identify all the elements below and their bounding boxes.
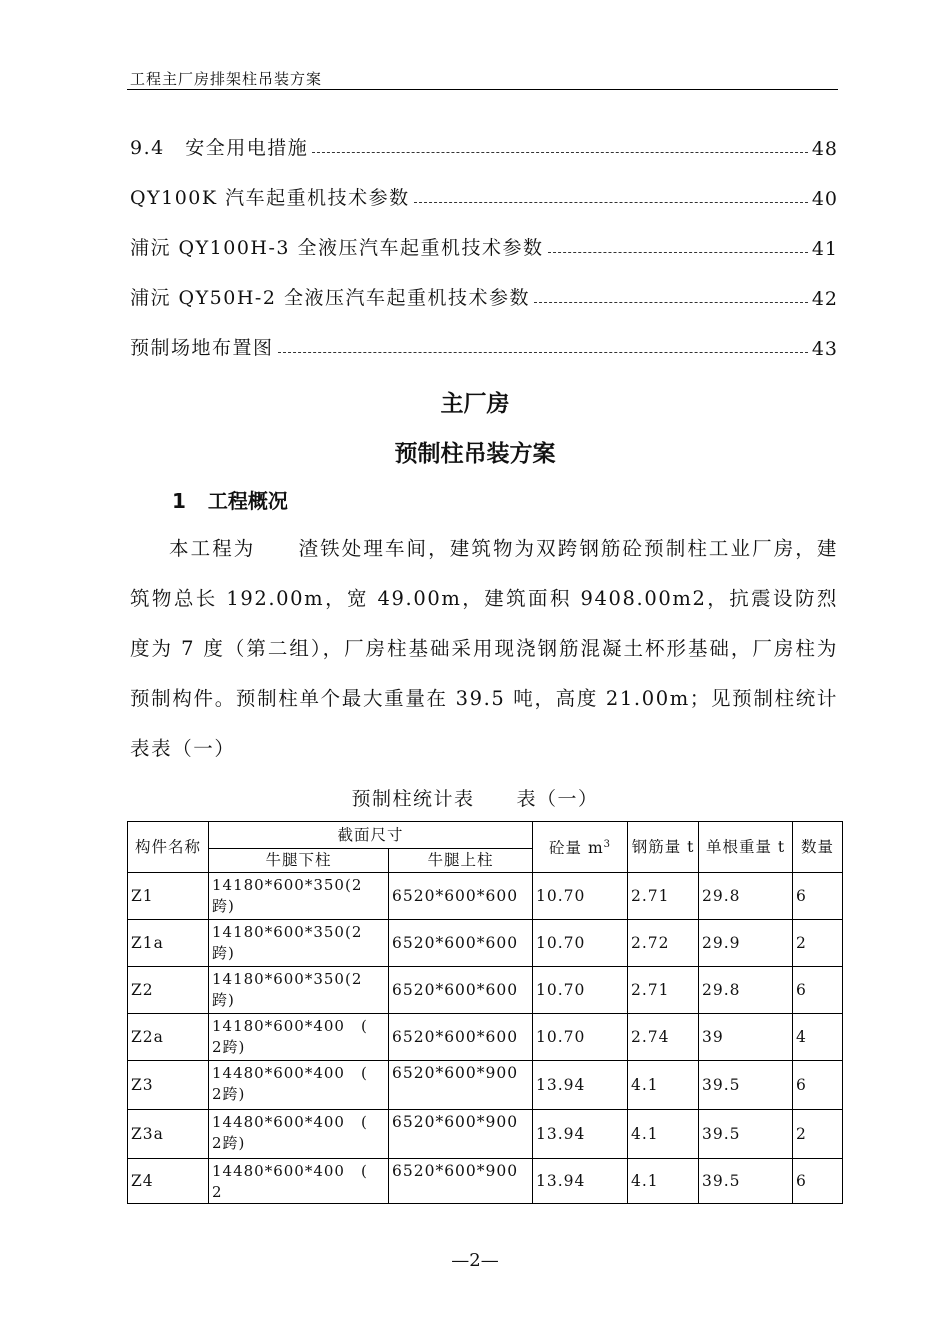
cell-rebar: 2.71	[628, 967, 699, 1014]
cell-lower: 14480*600*400 ( 2跨)	[209, 1110, 389, 1159]
header-rule	[127, 89, 838, 90]
cell-rebar: 2.72	[628, 920, 699, 967]
toc-entry[interactable]	[130, 330, 838, 360]
body-paragraph	[130, 524, 838, 774]
cell-weight: 39.5	[699, 1159, 793, 1204]
cell-count: 4	[793, 1014, 843, 1061]
cell-lower: 14180*600*350(2跨)	[209, 967, 389, 1014]
running-header: 工程主厂房排架柱吊装方案	[130, 70, 323, 88]
toc-leader	[312, 152, 808, 153]
toc-leader	[534, 302, 808, 303]
cell-upper: 6520*600*900	[389, 1110, 533, 1159]
cell-rebar: 2.74	[628, 1014, 699, 1061]
paragraph-text: 本工程为 渣铁处理车间，建筑物为双跨钢筋砼预制柱工业厂房，建筑物总长 192.00m，宽 49.00m，建筑面积 9408.00m2，抗震设防烈度为 7 度（第二组），厂房柱基础采用现浇钢筋混凝土杯形基础，厂房柱为预制构件。预制柱单个最大重量在 39.5 吨，高度 21.00m；见预制柱统计表表（一）	[130, 537, 838, 760]
th-section: 截面尺寸	[209, 822, 533, 849]
table-row	[128, 1014, 843, 1061]
th-count: 数量	[793, 822, 843, 873]
toc-page: 48	[811, 138, 838, 160]
cell-name: Z3a	[128, 1110, 209, 1159]
cell-concrete: 10.70	[533, 967, 628, 1014]
cell-name: Z4	[128, 1159, 209, 1204]
cell-concrete: 13.94	[533, 1110, 628, 1159]
table-row	[128, 967, 843, 1014]
cell-name: Z2	[128, 967, 209, 1014]
table-caption-number: 表（一）	[516, 788, 599, 810]
table-row	[128, 1061, 843, 1110]
column-stat-table	[127, 821, 843, 1204]
toc-entry[interactable]	[130, 180, 838, 210]
toc-label: QY100K 汽车起重机技术参数	[130, 187, 410, 209]
cell-concrete: 10.70	[533, 873, 628, 920]
cell-weight: 29.8	[699, 967, 793, 1014]
toc-page: 42	[811, 288, 838, 310]
toc-page: 40	[811, 188, 838, 210]
cell-name: Z2a	[128, 1014, 209, 1061]
cell-upper: 6520*600*900	[389, 1159, 533, 1204]
cell-concrete: 10.70	[533, 920, 628, 967]
section-heading	[172, 485, 288, 514]
cell-count: 6	[793, 1159, 843, 1204]
table-caption	[0, 784, 950, 811]
cell-lower: 14180*600*400 ( 2跨)	[209, 1014, 389, 1061]
cell-count: 2	[793, 920, 843, 967]
cell-rebar: 4.1	[628, 1061, 699, 1110]
cell-count: 6	[793, 967, 843, 1014]
cell-lower: 14480*600*400 ( 2跨)	[209, 1061, 389, 1110]
table-row	[128, 920, 843, 967]
cell-weight: 29.9	[699, 920, 793, 967]
cell-upper: 6520*600*600	[389, 1014, 533, 1061]
doc-title-line1: 主厂房	[440, 391, 510, 417]
cell-name: Z3	[128, 1061, 209, 1110]
cell-count: 6	[793, 1061, 843, 1110]
cell-count: 2	[793, 1110, 843, 1159]
cell-rebar: 4.1	[628, 1110, 699, 1159]
cell-count: 6	[793, 873, 843, 920]
th-name: 构件名称	[128, 822, 209, 873]
toc-entry[interactable]	[130, 230, 838, 260]
cell-concrete: 10.70	[533, 1014, 628, 1061]
cell-upper: 6520*600*600	[389, 920, 533, 967]
th-concrete: 砼量 $m^3$	[533, 822, 628, 873]
section-number: 1	[172, 489, 186, 513]
toc-leader	[278, 352, 808, 353]
cell-rebar: 2.71	[628, 873, 699, 920]
cell-weight: 29.8	[699, 873, 793, 920]
toc-label: 浦沅 QY100H-3 全液压汽车起重机技术参数	[130, 237, 544, 259]
cell-upper: 6520*600*600	[389, 967, 533, 1014]
table-row	[128, 1110, 843, 1159]
toc-entry[interactable]	[130, 130, 838, 160]
cell-concrete: 13.94	[533, 1061, 628, 1110]
toc-page: 43	[811, 338, 838, 360]
table-row	[128, 873, 843, 920]
section-title: 工程概况	[207, 489, 288, 513]
cell-upper: 6520*600*900	[389, 1061, 533, 1110]
toc-leader	[414, 202, 808, 203]
th-upper: 牛腿上柱	[389, 849, 533, 873]
doc-title-line2: 预制柱吊装方案	[394, 441, 556, 467]
cell-concrete: 13.94	[533, 1159, 628, 1204]
toc-leader	[548, 252, 808, 253]
cell-weight: 39.5	[699, 1110, 793, 1159]
cell-rebar: 4.1	[628, 1159, 699, 1204]
toc-label: 预制场地布置图	[130, 337, 274, 359]
cell-lower: 14480*600*400 ( 2	[209, 1159, 389, 1204]
toc-label: 9.4 安全用电措施	[130, 137, 309, 159]
toc-page: 41	[811, 238, 838, 260]
toc-entry[interactable]	[130, 280, 838, 310]
cell-lower: 14180*600*350(2跨)	[209, 873, 389, 920]
cell-upper: 6520*600*600	[389, 873, 533, 920]
cell-name: Z1	[128, 873, 209, 920]
table-row	[128, 1159, 843, 1204]
th-rebar: 钢筋量 t	[628, 822, 699, 873]
cell-lower: 14180*600*350(2跨)	[209, 920, 389, 967]
cell-weight: 39	[699, 1014, 793, 1061]
toc-label: 浦沅 QY50H-2 全液压汽车起重机技术参数	[130, 287, 530, 309]
cell-weight: 39.5	[699, 1061, 793, 1110]
th-lower: 牛腿下柱	[209, 849, 389, 873]
page-number: —2—	[451, 1250, 499, 1271]
th-weight: 单根重量 t	[699, 822, 793, 873]
table-caption-title: 预制柱统计表	[351, 788, 475, 810]
cell-name: Z1a	[128, 920, 209, 967]
